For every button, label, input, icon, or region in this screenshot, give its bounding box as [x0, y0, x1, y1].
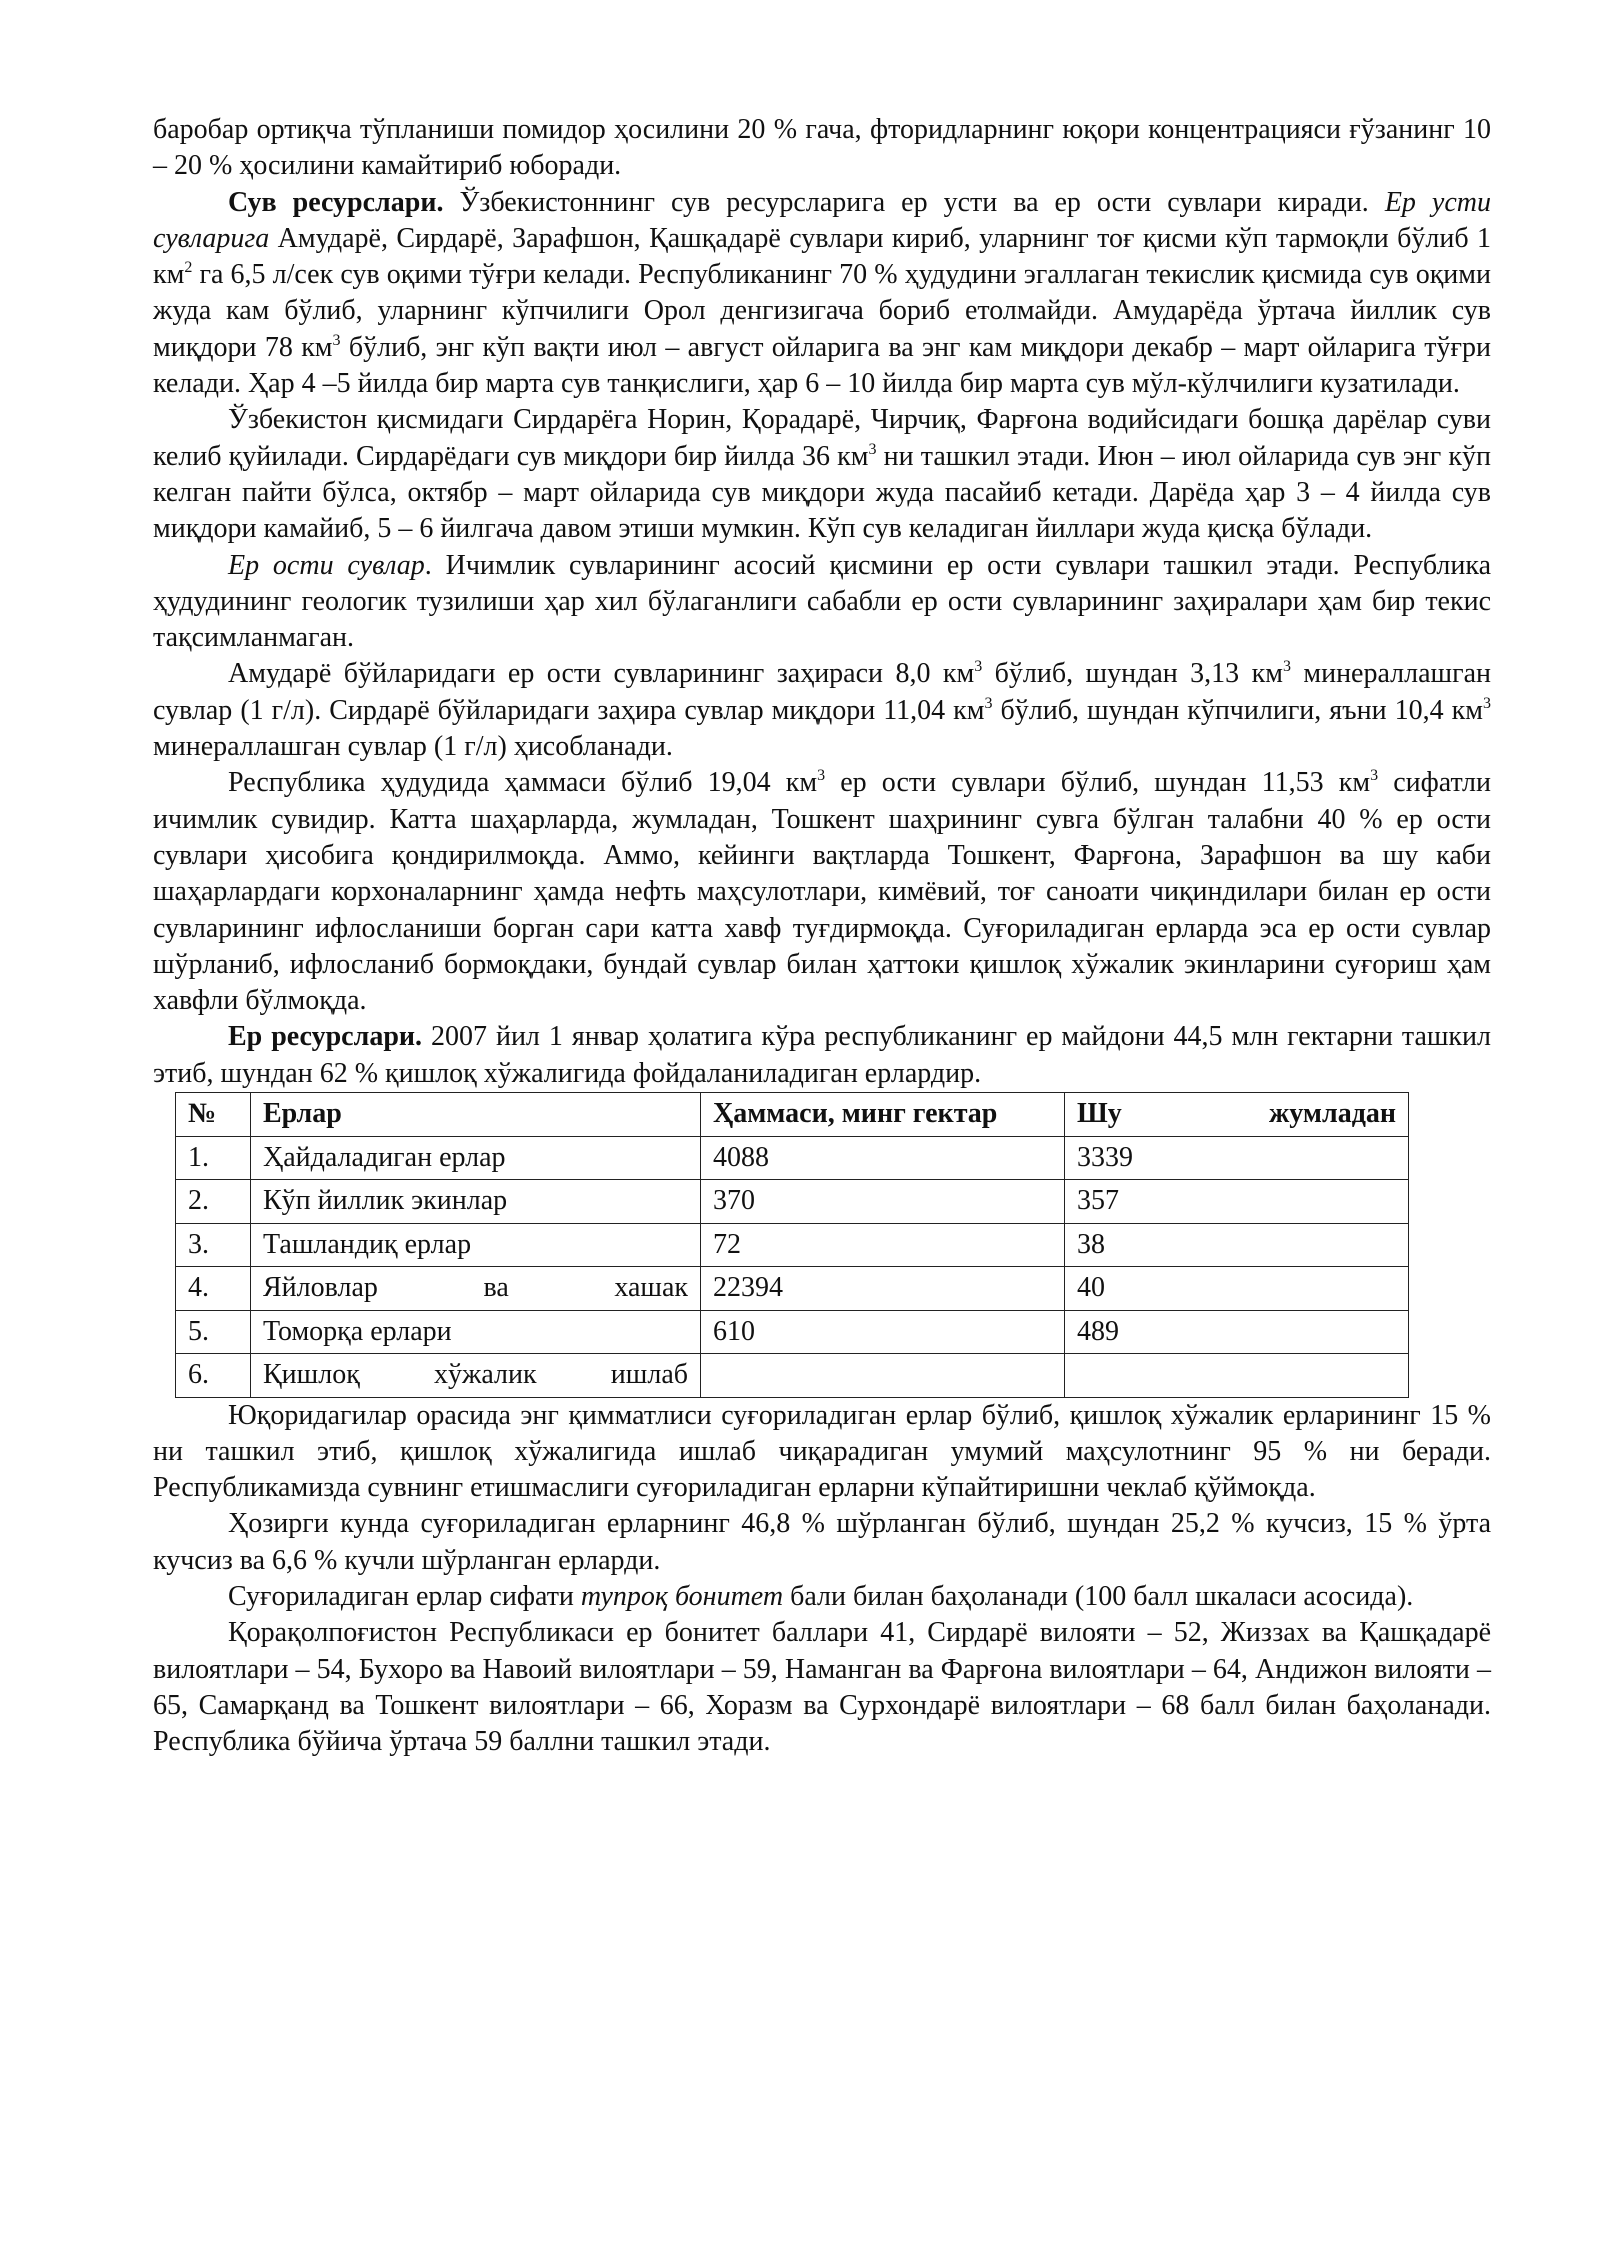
- cell-land-type: Ташландиқ ерлар: [251, 1223, 701, 1267]
- section-heading-land: Ер ресурслари.: [228, 1021, 423, 1053]
- cell-including: [1065, 1354, 1409, 1398]
- paragraph-syrdarya: Ўзбекистон қисмидаги Сирдарёга Норин, Қорадарё, Чирчиқ, Фарғона водийсидаги бошқа дарёлар суви келиб қуйилади. Сирдарёдаги сув миқдори бир йилда 36 $км^3$ ни ташкил этади. Июн – июл ойларида сув энг кўп келган пайти бўлса, октябр – март ойларида сув миқдори жуда пасайиб кетади. Дарёда ҳар 3 – 4 йилда сув миқдори камайиб, 5 – 6 йилгача давом этиши мумкин. Кўп сув келадиган йиллари жуда қисқа бўлади.: [153, 404, 1492, 545]
- table-row: [176, 1136, 1409, 1180]
- paragraph-land-resources: Ер ресурслари. 2007 йил 1 январ ҳолатига кўра республиканинг ер майдони 44,5 млн гектарни ташкил этиб, шундан 62 % қишлоқ хўжалигида фойдаланиладиган ерлардир.: [153, 1021, 1491, 1089]
- cell-including: 357: [1065, 1180, 1409, 1224]
- section-heading-water: Сув ресурслари.: [228, 186, 444, 218]
- cell-total: 22394: [701, 1267, 1065, 1311]
- header-lands: Ерлар: [251, 1093, 701, 1137]
- cell-number: 5.: [176, 1310, 251, 1354]
- cell-number: 4.: [176, 1267, 251, 1311]
- cell-total: 370: [701, 1180, 1065, 1224]
- paragraph-bonitet-scores: Қорақолпоғистон Республикаси ер бонитет баллари 41, Сирдарё вилояти – 52, Жиззах ва Қашқадарё вилоятлари – 54, Бухоро ва Навоий вилоятлари – 59, Наманган ва Фарғона вилоятлари – 64, Андижон вилояти – 65, Самарқанд ва Тошкент вилоятлари – 66, Хоразм ва Сурхондарё вилоятлари – 68 балл билан баҳоланади. Республика бўйича ўртача 59 баллни ташкил этади.: [153, 1617, 1491, 1758]
- cell-including: 38: [1065, 1223, 1409, 1267]
- table-row: [176, 1310, 1409, 1354]
- paragraph-irrigated-lands: Юқоридагилар орасида энг қимматлиси суғориладиган ерлар бўлиб, қишлоқ хўжалик ерларининг 15 % ни ташкил этиб, қишлоқ хўжалигида ишлаб чиқарадиган умумий маҳсулотнинг 95 % ни беради. Республикамизда сувнинг етишмаслиги суғориладиган ерларни кўпайтиришни чеклаб қўймоқда.: [153, 1399, 1491, 1504]
- cell-land-type: Томорқа ерлари: [251, 1310, 701, 1354]
- cell-land-type: Кўп йиллик экинлар: [251, 1180, 701, 1224]
- cell-including: 489: [1065, 1310, 1409, 1354]
- paragraph-salinity: Ҳозирги кунда суғориладиган ерларнинг 46,8 % шўрланган бўлиб, шундан 25,2 % кучсиз, 15 % ўрта кучсиз ва 6,6 % кучли шўрланган ерларди.: [153, 1508, 1491, 1576]
- cell-land-type: Ҳайдаладиган ерлар: [251, 1136, 701, 1180]
- paragraph-soil-quality: Суғориладиган ерлар сифати тупроқ бонитет бали билан баҳоланади (100 балл шкаласи асосида).: [228, 1581, 1414, 1612]
- header-total: Ҳаммаси, минг гектар: [701, 1093, 1065, 1137]
- paragraph-groundwater-reserves: Амударё бўйларидаги ер ости сувларининг заҳираси 8,0 $км^3$ бўлиб, шундан 3,13 $км^3$ минераллашган сувлар (1 г/л). Сирдарё бўйларидаги заҳира сувлар миқдори 11,04 $км^3$ бўлиб, шундан кўпчилиги, яъни 10,4 $км^3$ минераллашган сувлар (1 г/л) ҳисобланади.: [153, 658, 1491, 763]
- cell-total: [701, 1354, 1065, 1398]
- header-number: №: [176, 1093, 251, 1137]
- land-table: [175, 1092, 1409, 1398]
- document-page: [153, 112, 1491, 1760]
- table-row: [176, 1354, 1409, 1398]
- cell-number: 6.: [176, 1354, 251, 1398]
- cell-total: 4088: [701, 1136, 1065, 1180]
- paragraph-drinking-water: Республика ҳудудида ҳаммаси бўлиб 19,04 $км^3$ ер ости сувлари бўлиб, шундан 11,53 $км^3$ сифатли ичимлик сувидир. Катта шаҳарларда, жумладан, Тошкент шаҳрининг сувга бўлган талабни 40 % ер ости сувлари ҳисобига қондирилмоқда. Аммо, кейинги вақтларда Тошкент, Фарғона, Зарафшон ва шу каби шаҳарлардаги корхоналарнинг ҳамда нефть маҳсулотлари, кимёвий, тоғ саноати чиқиндилари билан ер ости сувларининг ифлосланиши борган сари катта хавф туғдирмоқда. Суғориладиган ерларда эса ер ости сувлар шўрланиб, ифлосланиб бормоқдаки, бундай сувлар билан ҳаттоки қишлоқ хўжалик экинларини суғориш ҳам хавфли бўлмоқда.: [153, 767, 1491, 1017]
- table-header-row: [176, 1093, 1409, 1137]
- paragraph-intro: баробар ортиқча тўпланиши помидор ҳосилини 20 % гача, фторидларнинг юқори концентрацияси ғўзанинг 10 – 20 % ҳосилини камайтириб юборади.: [153, 114, 1491, 182]
- cell-total: 72: [701, 1223, 1065, 1267]
- table-row: [176, 1180, 1409, 1224]
- cell-number: 1.: [176, 1136, 251, 1180]
- paragraph-groundwater: Ер ости сувлар. Ичимлик сувларининг асосий қисмини ер ости сувлари ташкил этади. Республика ҳудудининг геологик тузилиши ҳар хил бўлаганлиги сабабли ер ости сувларининг заҳиралари ҳам бир текис тақсимланмаган.: [153, 549, 1491, 654]
- table-row: [176, 1267, 1409, 1311]
- cell-land-type: Яйловлар ва хашак: [251, 1267, 701, 1311]
- cell-land-type: Қишлоқ хўжалик ишлаб: [251, 1354, 701, 1398]
- cell-number: 2.: [176, 1180, 251, 1224]
- paragraph-water-resources: Сув ресурслари. Ўзбекистоннинг сув ресурсларига ер усти ва ер ости сувлари киради. Ер усти сувларига Амударё, Сирдарё, Зарафшон, Қашқадарё сувлари кириб, уларнинг тоғ қисми кўп тармоқли бўлиб 1 $км^2$ га 6,5 л/сек сув оқими тўғри келади. Республиканинг 70 % ҳудудини эгаллаган текислик қисмида сув оқими жуда кам бўлиб, уларнинг кўпчилиги Орол денгизигача бориб етолмайди. Амударёда ўртача йиллик сув миқдори 78 $км^3$ бўлиб, энг кўп вақти июл – август ойларига ва энг кам миқдори декабр – март ойларига тўғри келади. Ҳар 4 –5 йилда бир марта сув танқислиги, ҳар 6 – 10 йилда бир марта сув мўл-кўлчилиги кузатилади.: [153, 186, 1491, 400]
- table-row: [176, 1223, 1409, 1267]
- cell-total: 610: [701, 1310, 1065, 1354]
- cell-including: 3339: [1065, 1136, 1409, 1180]
- cell-including: 40: [1065, 1267, 1409, 1311]
- header-including: Шу жумладан: [1065, 1093, 1409, 1137]
- cell-number: 3.: [176, 1223, 251, 1267]
